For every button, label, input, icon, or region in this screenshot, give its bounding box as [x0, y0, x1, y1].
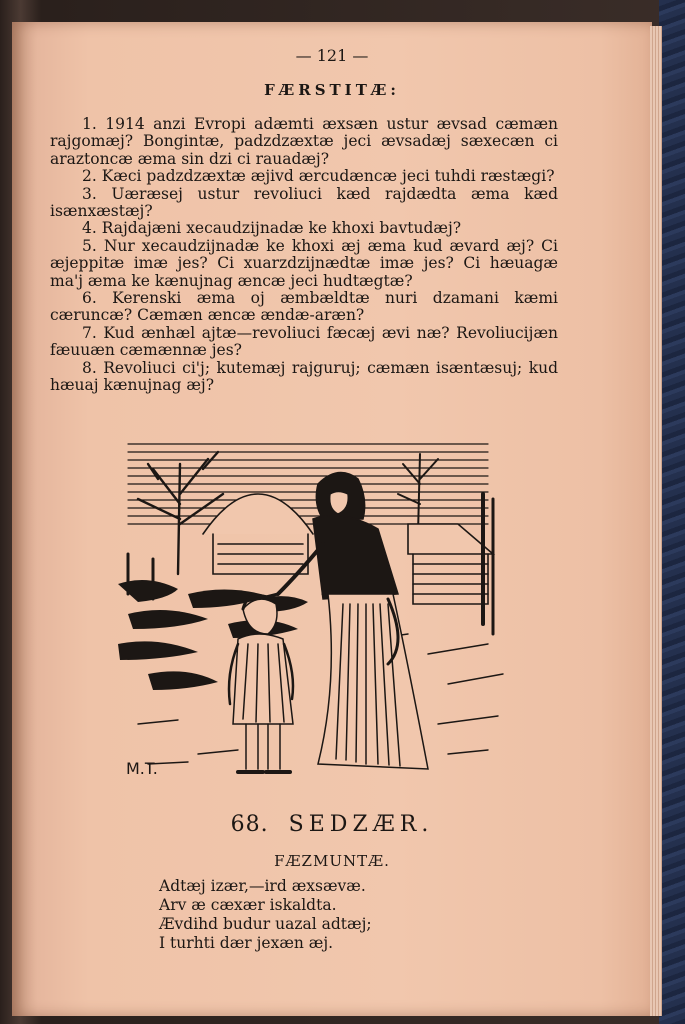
sky-hatching: [128, 444, 488, 524]
question-7: 7. Kud ænhæl ajtæ—revoliuci fæcæj ævi næ? Revoliucijæn fæuuæn cæmænnæ jes?: [50, 323, 558, 360]
question-5: 5. Nur xecaudzijnadæ ke khoxi æj æma kud ævard æj? Ci æjeppitæ imæ jes? Ci xuarzdzijnædtæ imæ jes? Ci hæuagæ ma'j æma ke kænujnag æncæ jeci hudtægtæ?: [50, 236, 558, 290]
hut: [203, 494, 313, 574]
poem-title: FÆZMUNTÆ.: [274, 852, 390, 870]
illustration-woman-and-boy: [108, 424, 508, 786]
story-heading: [12, 812, 652, 837]
illustration-signature: M.T.: [126, 759, 158, 778]
barn: [408, 494, 493, 634]
ground-strokes: [138, 634, 503, 764]
section-title: FÆRSTITÆ:: [264, 81, 400, 99]
questions-list: [50, 116, 558, 395]
bare-tree: [138, 452, 223, 574]
question-3: 3. Uæræsej ustur revoliuci kæd rajdædta æma kæd isænxæstæj?: [50, 184, 558, 221]
page-number: — 121 —: [295, 46, 369, 65]
poem-line-3: Ævdihd budur uazal adtæj;: [159, 915, 372, 933]
question-6: 6. Kerenski æma oj æmbældtæ nuri dzamani kæmi cæruncæ? Cæmæn æncæ ændæ-aræn?: [50, 289, 558, 325]
question-4: 4. Rajdajæni xecaudzijnadæ ke khoxi bavtudæj?: [82, 219, 462, 238]
story-title: SEDZÆR.: [288, 812, 434, 837]
question-2: 2. Kæci padzdzæxtæ æjivd ærcudæncæ jeci tuhdi ræstægi?: [82, 167, 555, 186]
poem-line-2: Arv æ cæxær iskaldta.: [159, 896, 337, 914]
story-number: 68.: [230, 812, 269, 837]
question-1: 1. 1914 anzi Evropi adæmti æxsæn ustur ævsad cæmæn rajgomæj? Bongintæ, padzdzæxtæ jeci ævsadæj sæxecæn ci araztoncæ æma sin dzi ci rauadæj?: [50, 115, 558, 168]
book-page: [12, 22, 652, 1016]
bare-tree-right: [398, 454, 438, 534]
question-8: 8. Revoliuci ci'j; kutemæj rajguruj; cæmæn isæntæsuj; kud hæuaj kænujnag æj?: [50, 358, 558, 395]
poem-line-1: Adtæj izær,—ird æxsævæ.: [159, 877, 366, 895]
cover-cloth-edge: [659, 0, 685, 1024]
poem: [159, 877, 372, 953]
poem-line-4: I turhti dær jexæn æj.: [159, 934, 334, 952]
page-edge: [650, 26, 662, 1016]
